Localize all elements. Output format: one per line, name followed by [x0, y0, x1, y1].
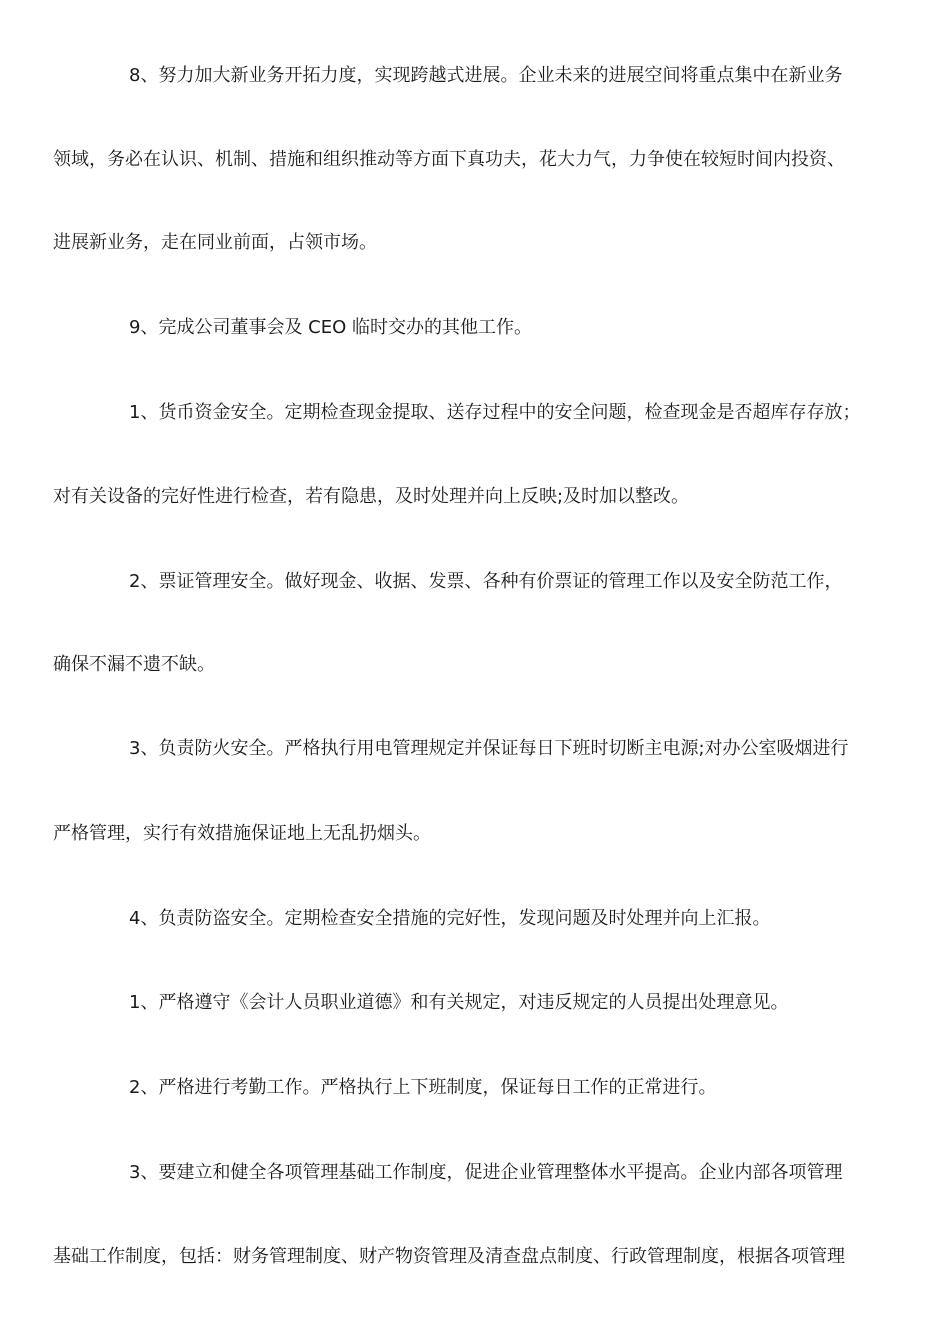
safety-3-line-2: 严格管理，实行有效措施保证地上无乱扔烟头。	[53, 823, 431, 844]
safety-1-line-2: 对有关设备的完好性进行检查，若有隐患，及时处理并向上反映;及时加以整改。	[53, 486, 690, 507]
paragraph-8-line-2: 领域，务必在认识、机制、措施和组织推动等方面下真功夫，花大力气，力争使在较短时间内投资、	[53, 149, 845, 170]
rule-2-line-1: 2、严格进行考勤工作。严格执行上下班制度，保证每日工作的正常进行。	[129, 1077, 717, 1098]
safety-1-line-1: 1、货币资金安全。定期检查现金提取、送存过程中的安全问题，检查现金是否超库存存放；	[129, 402, 861, 423]
rule-1-line-1: 1、严格遵守《会计人员职业道德》和有关规定，对违反规定的人员提出处理意见。	[129, 992, 789, 1013]
rule-3-line-1: 3、要建立和健全各项管理基础工作制度，促进企业管理整体水平提高。企业内部各项管理	[129, 1162, 843, 1183]
safety-2-line-1: 2、票证管理安全。做好现金、收据、发票、各种有价票证的管理工作以及安全防范工作，	[129, 571, 843, 592]
safety-4-line-1: 4、负责防盗安全。定期检查安全措施的完好性，发现问题及时处理并向上汇报。	[129, 908, 771, 929]
paragraph-9-line-1: 9、完成公司董事会及 CEO 临时交办的其他工作。	[129, 317, 533, 338]
paragraph-8-line-1: 8、努力加大新业务开拓力度，实现跨越式进展。企业未来的进展空间将重点集中在新业务	[129, 65, 843, 86]
paragraph-8-line-3: 进展新业务，走在同业前面，占领市场。	[53, 232, 377, 253]
rule-3-line-2: 基础工作制度，包括：财务管理制度、财产物资管理及清查盘点制度、行政管理制度，根据各项管理	[53, 1246, 845, 1267]
safety-2-line-2: 确保不漏不遗不缺。	[53, 654, 215, 675]
safety-3-line-1: 3、负责防火安全。严格执行用电管理规定并保证每日下班时切断主电源;对办公室吸烟进行	[129, 738, 849, 759]
